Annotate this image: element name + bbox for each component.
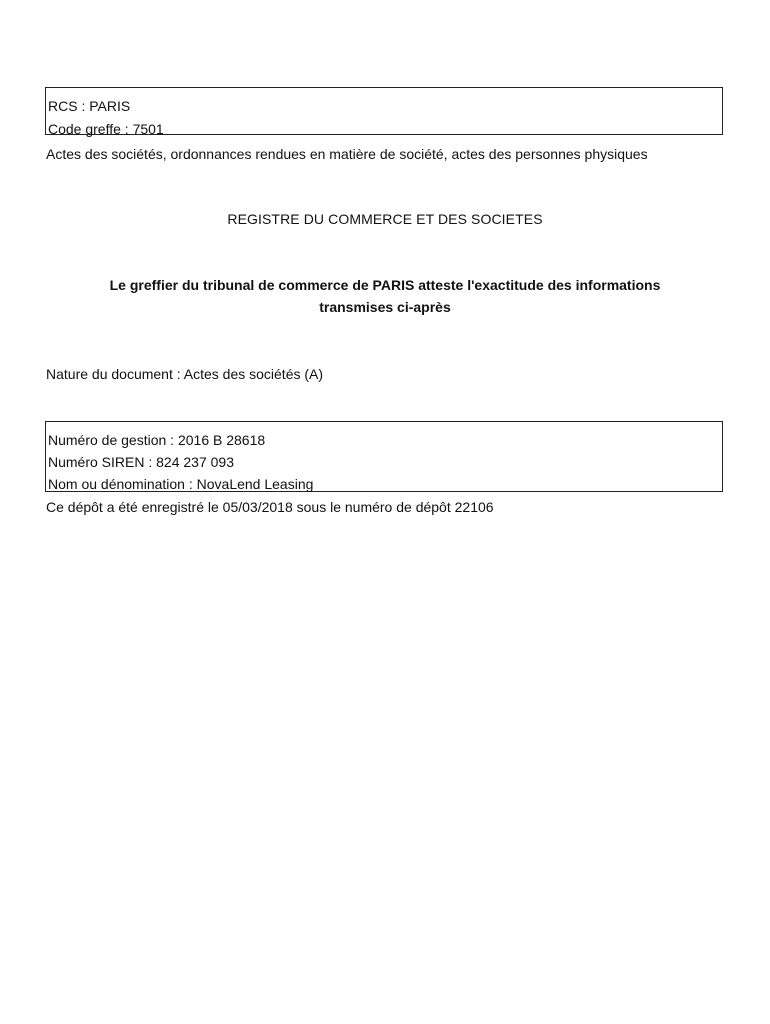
numero-siren: Numéro SIREN : 824 237 093 bbox=[48, 454, 234, 470]
attestation-text bbox=[60, 274, 710, 318]
attestation-line-2: transmises ci-après bbox=[319, 299, 451, 315]
company-name: Nom ou dénomination : NovaLend Leasing bbox=[48, 476, 314, 492]
rcs-label: RCS : PARIS bbox=[48, 98, 131, 114]
deposit-notice: Ce dépôt a été enregistré le 05/03/2018 sous le numéro de dépôt 22106 bbox=[46, 499, 494, 515]
numero-gestion: Numéro de gestion : 2016 B 28618 bbox=[48, 432, 266, 448]
attestation-line-1: Le greffier du tribunal de commerce de PARIS atteste l'exactitude des informations bbox=[109, 277, 661, 293]
code-greffe-label: Code greffe : 7501 bbox=[48, 121, 164, 137]
acts-description: Actes des sociétés, ordonnances rendues en matière de société, actes des personnes physiques bbox=[46, 146, 648, 162]
register-title: REGISTRE DU COMMERCE ET DES SOCIETES bbox=[227, 211, 543, 227]
document-nature: Nature du document : Actes des sociétés (A) bbox=[46, 366, 324, 382]
company-info-box bbox=[45, 421, 723, 492]
rcs-info-box bbox=[45, 87, 723, 135]
